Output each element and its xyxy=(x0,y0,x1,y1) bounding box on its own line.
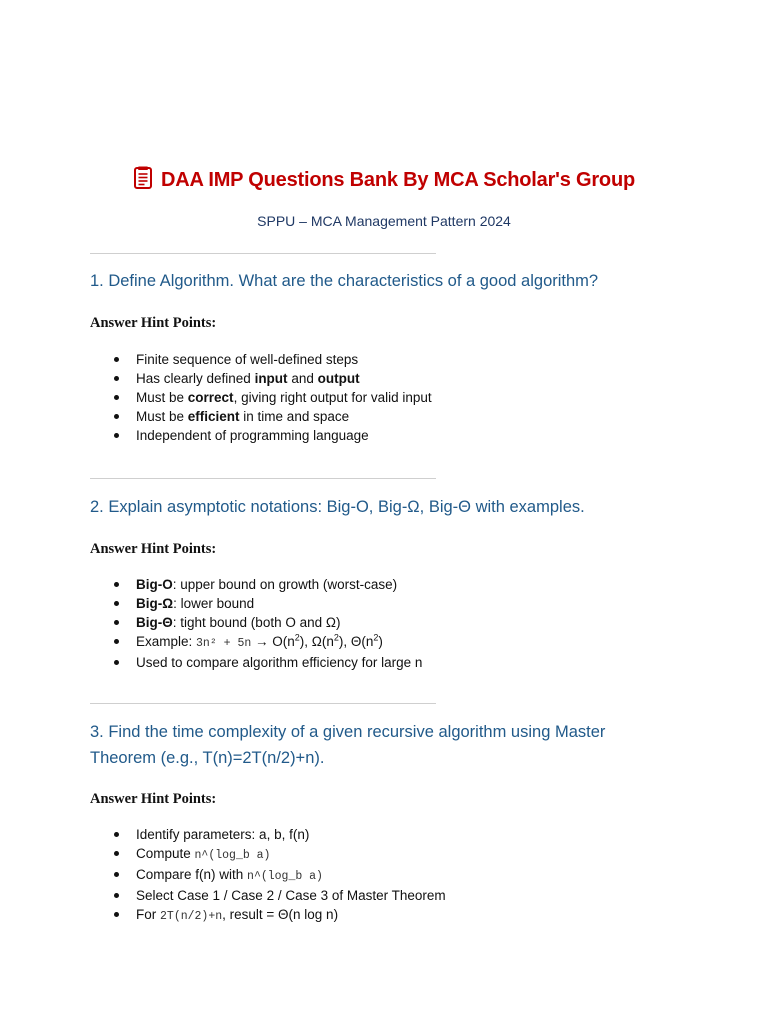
inline-code: 2T(n/2)+n xyxy=(160,910,223,923)
list-item: Identify parameters: a, b, f(n) xyxy=(136,825,446,844)
list-item: Example: $3n^2 + 5n \to O(n^2)$, $\Omega(n^2)$, $\Theta(n^2)$ xyxy=(136,632,422,653)
page-title xyxy=(0,166,768,192)
section-divider xyxy=(90,703,436,704)
list-item: Compare f(n) with n^(log_b a) xyxy=(136,865,446,886)
list-item: Finite sequence of well-defined steps xyxy=(136,350,432,369)
list-item: Independent of programming language xyxy=(136,426,432,445)
inline-code: 3n² + 5n xyxy=(196,637,252,650)
section-divider xyxy=(90,478,436,479)
list-item: Compute n^(log_b a) xyxy=(136,844,446,865)
list-item: Big-Θ: tight bound (both O and Ω) xyxy=(136,613,422,632)
question-2-heading: 2. Explain asymptotic notations: Big-O, Big-Ω, Big-Θ with examples. xyxy=(90,498,585,516)
page-subtitle: SPPU – MCA Management Pattern 2024 xyxy=(257,213,511,229)
inline-code: n^(log_b a) xyxy=(194,849,271,862)
question-1-hint-list xyxy=(112,350,432,445)
question-3-hint-list xyxy=(112,825,446,926)
list-item: Must be efficient in time and space xyxy=(136,407,432,426)
list-item: Big-Ω: lower bound xyxy=(136,594,422,613)
document-icon xyxy=(133,166,153,190)
answer-hint-label: Answer Hint Points: xyxy=(90,791,217,807)
question-1-heading: 1. Define Algorithm. What are the characteristics of a good algorithm? xyxy=(90,272,599,290)
question-3-heading xyxy=(90,719,650,771)
answer-hint-label: Answer Hint Points: xyxy=(90,315,217,331)
question-2-hint-list xyxy=(112,575,422,672)
list-item: Has clearly defined input and output xyxy=(136,369,432,388)
list-item: Big-O: upper bound on growth (worst-case) xyxy=(136,575,422,594)
question-3-line-2: Theorem (e.g., T(n)=2T(n/2)+n). xyxy=(90,749,325,767)
list-item: Must be correct, giving right output for valid input xyxy=(136,390,432,405)
inline-code: n^(log_b a) xyxy=(247,870,323,883)
answer-hint-label: Answer Hint Points: xyxy=(90,541,217,557)
list-item: For 2T(n/2)+n, result = Θ(n log n) xyxy=(136,905,446,926)
question-3-line-1: 3. Find the time complexity of a given recursive algorithm using Master xyxy=(90,723,606,741)
title-text: DAA IMP Questions Bank By MCA Scholar's Group xyxy=(161,169,635,191)
list-item: Used to compare algorithm efficiency for large n xyxy=(136,655,423,670)
list-item: Select Case 1 / Case 2 / Case 3 of Master Theorem xyxy=(136,888,446,903)
section-divider xyxy=(90,253,436,254)
